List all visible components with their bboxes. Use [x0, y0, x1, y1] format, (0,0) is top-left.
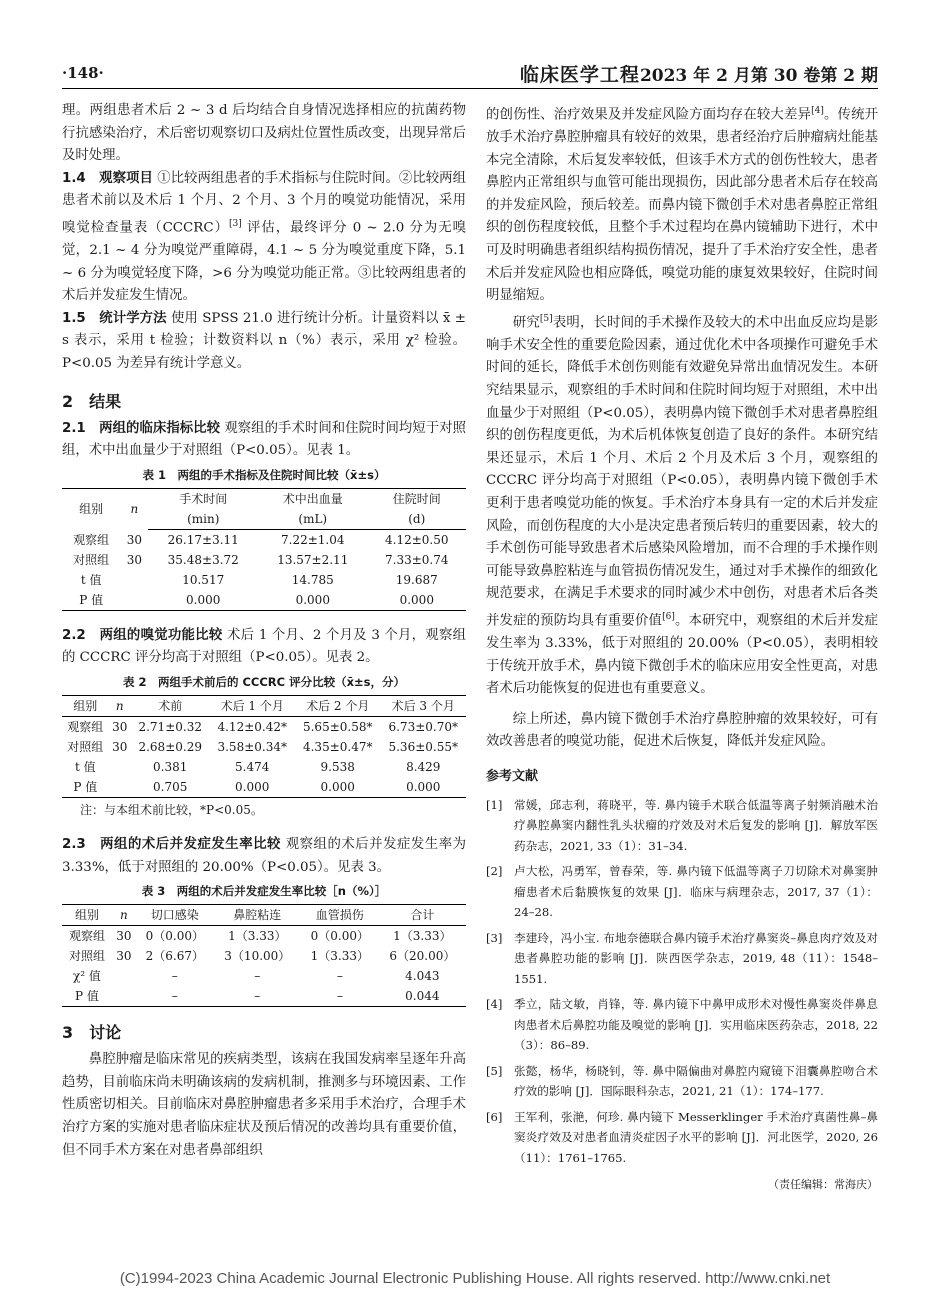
table1 — [62, 488, 466, 611]
table-cell: 5.65±0.58* — [302, 719, 373, 734]
paragraph-text: 使用 SPSS 21.0 进行统计分析。计量资料以 x̄ ± s 表示，采用 t 检验；计数资料以 n（%）表示，采用 χ² 检验。P<0.05 为差异有统计学意义。 — [62, 310, 466, 371]
table-cell: 观察组 — [67, 719, 104, 734]
table-header: n — [112, 905, 136, 926]
table-cell — [109, 757, 131, 777]
table-cell: 13.57±2.11 — [277, 552, 349, 567]
reference-number: [3] — [486, 930, 503, 945]
table-cell: 6（20.00） — [389, 949, 456, 964]
table-row — [62, 757, 466, 777]
table-cell: 6.73±0.70* — [388, 719, 458, 734]
table-cell: 10.517 — [182, 572, 225, 587]
table-row — [62, 966, 466, 986]
table-cell: 1（3.33） — [393, 929, 452, 944]
table-cell: 0.000 — [235, 779, 270, 794]
table-cell — [109, 777, 131, 798]
table-row — [62, 986, 466, 1007]
reference-text: 张懿，杨华，杨晓钊，等. 鼻中隔偏曲对鼻腔内窥镜下泪囊鼻腔吻合术疗效的影响 [J]．国际眼科杂志，2021, 21（1）：174–177. — [514, 1063, 878, 1099]
table-cell: 2.68±0.29 — [138, 739, 202, 754]
table-cell: 30 — [112, 739, 128, 754]
citation: [5] — [539, 313, 553, 324]
citation: [4] — [811, 106, 824, 116]
reference-number: [4] — [486, 997, 503, 1012]
results-heading: 2 结果 — [62, 391, 122, 411]
discussion-heading: 3 讨论 — [62, 1023, 122, 1043]
table-cell: 9.538 — [320, 759, 355, 774]
paragraph-text: 表明，长时间的手术操作及较大的术中出血反应均是影响手术安全性的重要危险因素，通过优化术中各项操作可避免手术时间的延长，降低手术创伤则能有效避免异常出血情况发生。本研究结果显示，观察组的手术时间和住院时间均短于对照组，术中出血量少于对照组（P<0.05），表明鼻内镜下微创手术对患者鼻腔组织的创伤程度更低，为术后机体恢复创造了良好的条件。本研究结果还显示，术后 1 个月、术后 2 个月及术后 3 个月，观察组的 CCCRC 评分均高于对照组（P<0.05），表明鼻内镜下微创手术更利于患者嗅觉功能的恢复。手术治疗本身具有一定的术后并发症风险，而创伤程度的大小是决定患者预后转归的重要因素，较大的手术创伤可能导致患者术后感染风险增加，而不合理的手术操作则可能导致鼻腔粘连与血管损伤情况发生，通过对手术操作的细致化规范要求，在满足手术要求的同时减少术中创伤，对患者术后各类并发症的预防均具有重要价值 — [486, 315, 879, 629]
reference-item — [486, 795, 878, 857]
table-cell: 3（10.00） — [224, 949, 291, 964]
table-header: 手术时间 — [179, 491, 228, 506]
table2-caption: 表 2 两组手术前后的 CCCRC 评分比较（x̄±s，分） — [122, 674, 406, 689]
table-cell: – — [336, 969, 343, 984]
table-header: 术后 2 个月 — [295, 695, 381, 716]
citation: [6] — [662, 612, 675, 622]
reference-text: 李建玲，冯小宝. 布地奈德联合鼻内镜手术治疗鼻窦炎–鼻息肉疗效及对患者鼻腔功能的影响 [J]．陕西医学杂志，2019, 48（11）：1548–1551. — [514, 930, 878, 986]
reference-number: [6] — [486, 1109, 503, 1124]
table-cell: 5.474 — [235, 759, 270, 774]
table-cell: 0（0.00） — [145, 929, 204, 944]
table1-caption: 表 1 两组的手术指标及住院时间比较（x̄±s） — [142, 467, 386, 482]
table-cell: 7.22±1.04 — [281, 532, 345, 547]
table-header: 切口感染 — [136, 905, 214, 926]
table-cell: 3.58±0.34* — [217, 739, 287, 754]
journal-header — [520, 60, 878, 87]
table-cell: 2.71±0.32 — [138, 719, 202, 734]
table-row — [62, 926, 466, 947]
copyright-footer: (C)1994-2023 China Academic Journal Electronic Publishing House. All rights reserved. http://www.cnki.net — [119, 1270, 831, 1287]
table-cell: 0.000 — [186, 592, 221, 607]
table-cell: 对照组 — [73, 552, 110, 567]
paragraph-text: 观察组的手术时间和住院时间均短于对照组，术中出血量少于对照组（P<0.05）。见表 1。 — [62, 420, 466, 459]
table-row — [62, 550, 466, 570]
table-header: n — [130, 502, 139, 517]
table-cell: 4.12±0.50 — [385, 532, 449, 547]
reference-text: 季立，陆文敏，肖锋，等. 鼻内镜下中鼻甲成形术对慢性鼻窦炎伴鼻息肉患者术后鼻腔功能及嗅觉的影响 [J]．实用临床医药杂志，2018, 22（3）：86–89. — [514, 997, 878, 1053]
journal-name: 临床医学工程 — [519, 64, 640, 86]
table-cell: 30 — [116, 949, 132, 964]
table-row — [62, 777, 466, 798]
table-cell: 观察组 — [73, 532, 110, 547]
table-unit: (d) — [368, 509, 466, 530]
table-cell: 对照组 — [68, 949, 105, 964]
left-column — [62, 100, 466, 1162]
table-cell: 14.785 — [291, 572, 334, 587]
paragraph: 理。两组患者术后 2 ~ 3 d 后均结合自身情况选择相应的抗菌药物行抗感染治疗，术后密切观察切口及病灶位置性质改变，出现异常后及时处理。 — [62, 103, 466, 164]
paragraph-text: 术后 1 个月、2 个月及 3 个月，观察组的 CCCRC 评分均高于对照组（P<0.05）。见表 2。 — [62, 627, 466, 666]
table3-caption: 表 3 两组的术后并发症发生率比较［n（%）］ — [141, 884, 387, 899]
references-heading: 参考文献 — [486, 769, 539, 785]
reference-number: [1] — [486, 797, 503, 812]
table-cell: – — [254, 989, 261, 1004]
reference-item — [486, 994, 878, 1056]
section-2-3 — [62, 834, 466, 879]
table-cell: 8.429 — [406, 759, 441, 774]
table-cell: 35.48±3.72 — [167, 552, 239, 567]
page-number: ·148· — [62, 64, 104, 82]
table-header: 血管损伤 — [301, 905, 379, 926]
reference-item — [486, 928, 878, 990]
table3 — [62, 904, 466, 1007]
reference-item — [486, 1107, 878, 1169]
table-cell: – — [171, 989, 178, 1004]
section-1-4 — [62, 168, 466, 308]
section-2-2 — [62, 625, 466, 670]
paragraph: 鼻腔肿瘤是临床常见的疾病类型，该病在我国发病率呈逐年升高趋势，目前临床尚未明确该病的发病机制，推测多与环境因素、工作性质密切相关。目前临床对鼻腔肿瘤患者多采用手术治疗，合理手术治疗方案的实施对患者临床症状及预后情况的改善均具有重要价值，但不同手术方案在对患者鼻部组织 — [62, 1052, 466, 1158]
table-row — [62, 716, 466, 737]
paragraph-text: 。传统开放手术治疗鼻腔肿瘤具有较好的效果，患者经治疗后肿瘤病灶能基本完全清除，术后复发率较低，但该手术方式的创伤性较大，患者鼻腔内正常组织与血管可能出现损伤，因此部分患者术后存在较高的并发症风险，预后较差。而鼻内镜下微创手术对患者鼻腔正常组织的创伤程度较低，且整个手术过程均在鼻内镜辅助下进行，术中可及时明确患者组织结构损伤情况，提升了手术治疗安全性，患者术后并发症风险也相应降低，嗅觉功能的康复效果较好，住院时间明显缩短。 — [486, 107, 879, 304]
table-row — [62, 570, 466, 590]
section-1-5 — [62, 308, 466, 376]
paragraph-text: 。本研究中，观察组的术后并发症发生率为 3.33%，低于对照组的 20.00%（P<0.05），表明相较于传统开放手术，鼻内镜下微创手术的临床应用安全性更高，对患者术后功能恢复的促进也有重要意义。 — [486, 613, 879, 697]
table-cell: 0.381 — [153, 759, 188, 774]
reference-text: 王军利，张滟，何珍. 鼻内镜下 Messerklinger 手术治疗真菌性鼻–鼻窦炎疗效及对患者血清炎症因子水平的影响 [J]．河北医学，2020, 26（11）：1761–1765. — [514, 1109, 878, 1165]
table-cell: 4.043 — [405, 969, 440, 984]
table-cell: 1（3.33） — [228, 929, 287, 944]
table-cell: – — [171, 969, 178, 984]
reference-number: [5] — [486, 1063, 503, 1078]
table-header: 组别 — [62, 905, 112, 926]
table2-note: 注：与本组术前比较，*P<0.05。 — [80, 802, 263, 817]
citation: [3] — [228, 218, 242, 229]
reference-text: 常媛，邱志利，蒋晓平，等. 鼻内镜手术联合低温等离子射频消融术治疗鼻腔鼻窦内翻性乳头状瘤的疗效及对术后复发的影响 [J]．解放军医药杂志，2021, 33（1）：31–34. — [514, 797, 878, 853]
table-cell: χ² 值 — [72, 969, 101, 984]
table-cell: 30 — [126, 552, 143, 567]
table-cell: 4.12±0.42* — [217, 719, 287, 734]
reference-text: 卢大松，冯勇军，曾春荣，等. 鼻内镜下低温等离子刀切除术对鼻窦肿瘤患者术后黏膜恢复的效果 [J]．临床与病理杂志，2017, 37（1）：24–28. — [514, 864, 878, 920]
table-header: 术中出血量 — [282, 491, 343, 506]
section-heading: 2.1 两组的临床指标比较 — [62, 420, 221, 436]
table-cell — [112, 986, 136, 1007]
paragraph-text: 研究 — [512, 315, 540, 331]
paragraph — [486, 308, 878, 701]
table-cell: 0.044 — [405, 989, 440, 1004]
table2 — [62, 695, 466, 798]
section-heading: 1.5 统计学方法 — [62, 310, 167, 326]
paragraph: 综上所述，鼻内镜下微创手术治疗鼻腔肿瘤的效果较好，可有效改善患者的嗅觉功能，促进术后恢复，降低并发症风险。 — [486, 711, 878, 750]
table-cell: 0.000 — [406, 779, 441, 794]
table-cell: – — [254, 969, 261, 984]
table-cell: 0（0.00） — [310, 929, 369, 944]
table-cell: 观察组 — [68, 929, 105, 944]
table-cell: 0.000 — [295, 592, 330, 607]
table-cell: 2（6.67） — [145, 949, 204, 964]
table-cell: t 值 — [74, 759, 96, 774]
section-heading: 2.3 两组的术后并发症发生率比较 — [62, 836, 281, 852]
table-header: 鼻腔粘连 — [214, 905, 301, 926]
table-cell: 19.687 — [395, 572, 438, 587]
table-cell — [120, 570, 148, 590]
table-cell: – — [336, 989, 343, 1004]
table-row — [62, 529, 466, 550]
table-cell: 30 — [112, 719, 128, 734]
reference-item — [486, 1061, 878, 1102]
table-cell: P 值 — [75, 989, 99, 1004]
table-cell: P 值 — [73, 779, 98, 794]
table-header: 组别 — [62, 695, 109, 716]
paragraph-text: 的创伤性、治疗效果及并发症风险方面均存在较大差异 — [486, 107, 812, 123]
table-row — [62, 946, 466, 966]
paragraph-text: 观察组的术后并发症发生率为 3.33%，低于对照组的 20.00%（P<0.05）。见表 3。 — [62, 836, 466, 875]
reference-number: [2] — [486, 864, 503, 879]
section-2-1 — [62, 418, 466, 463]
table-cell: 4.35±0.47* — [302, 739, 373, 754]
table-cell: P 值 — [79, 592, 104, 607]
table-cell: 对照组 — [67, 739, 104, 754]
editor-credit: （责任编辑：常海庆） — [768, 1178, 878, 1192]
table-unit: (min) — [148, 509, 258, 530]
table-cell: 5.36±0.55* — [388, 739, 458, 754]
table-header: 组别 — [79, 502, 104, 517]
references — [486, 766, 878, 1197]
table-header: n — [109, 695, 131, 716]
paragraph-text: 评估，最终评分 0 ~ 2.0 分为无嗅觉，2.1 ~ 4 分为嗅觉严重障碍，4.1 ~ 5 分为嗅觉重度下降，5.1 ~ 6 分为嗅觉轻度下降，>6 分为嗅觉功能正常。③比较两组患者的术后并发症发生情况。 — [62, 220, 466, 304]
table-row — [62, 590, 466, 611]
table-header: 术后 1 个月 — [209, 695, 295, 716]
table-cell — [120, 590, 148, 611]
table-cell: 7.33±0.74 — [385, 552, 449, 567]
journal-issue: 2023 年 2 月第 30 卷第 2 期 — [639, 66, 878, 86]
table-row — [62, 737, 466, 757]
table-header: 合计 — [379, 905, 466, 926]
table-cell: 30 — [116, 929, 132, 944]
table-cell: 0.705 — [153, 779, 188, 794]
table-cell: 26.17±3.11 — [167, 532, 239, 547]
paragraph-text: ①比较两组患者的手术指标与住院时间。②比较两组患者术前以及术后 1 个月、2 个月、3 个月的嗅觉功能情况，采用嗅觉检查量表（CCCRC） — [62, 170, 466, 236]
section-heading: 2.2 两组的嗅觉功能比较 — [62, 627, 223, 643]
table-cell: 0.000 — [399, 592, 434, 607]
section-heading: 1.4 观察项目 — [62, 170, 153, 186]
table-header: 术后 3 个月 — [380, 695, 466, 716]
table-cell: 0.000 — [320, 779, 355, 794]
table-header: 术前 — [131, 695, 210, 716]
table-cell: 1（3.33） — [310, 949, 369, 964]
table-unit: (mL) — [258, 509, 368, 530]
table-header: 住院时间 — [392, 491, 441, 506]
table-cell — [112, 966, 136, 986]
table-cell: 30 — [126, 532, 143, 547]
table-cell: t 值 — [80, 572, 102, 587]
right-column — [486, 100, 878, 1197]
header-rule — [62, 88, 878, 89]
paragraph — [486, 100, 878, 308]
reference-item — [486, 861, 878, 923]
